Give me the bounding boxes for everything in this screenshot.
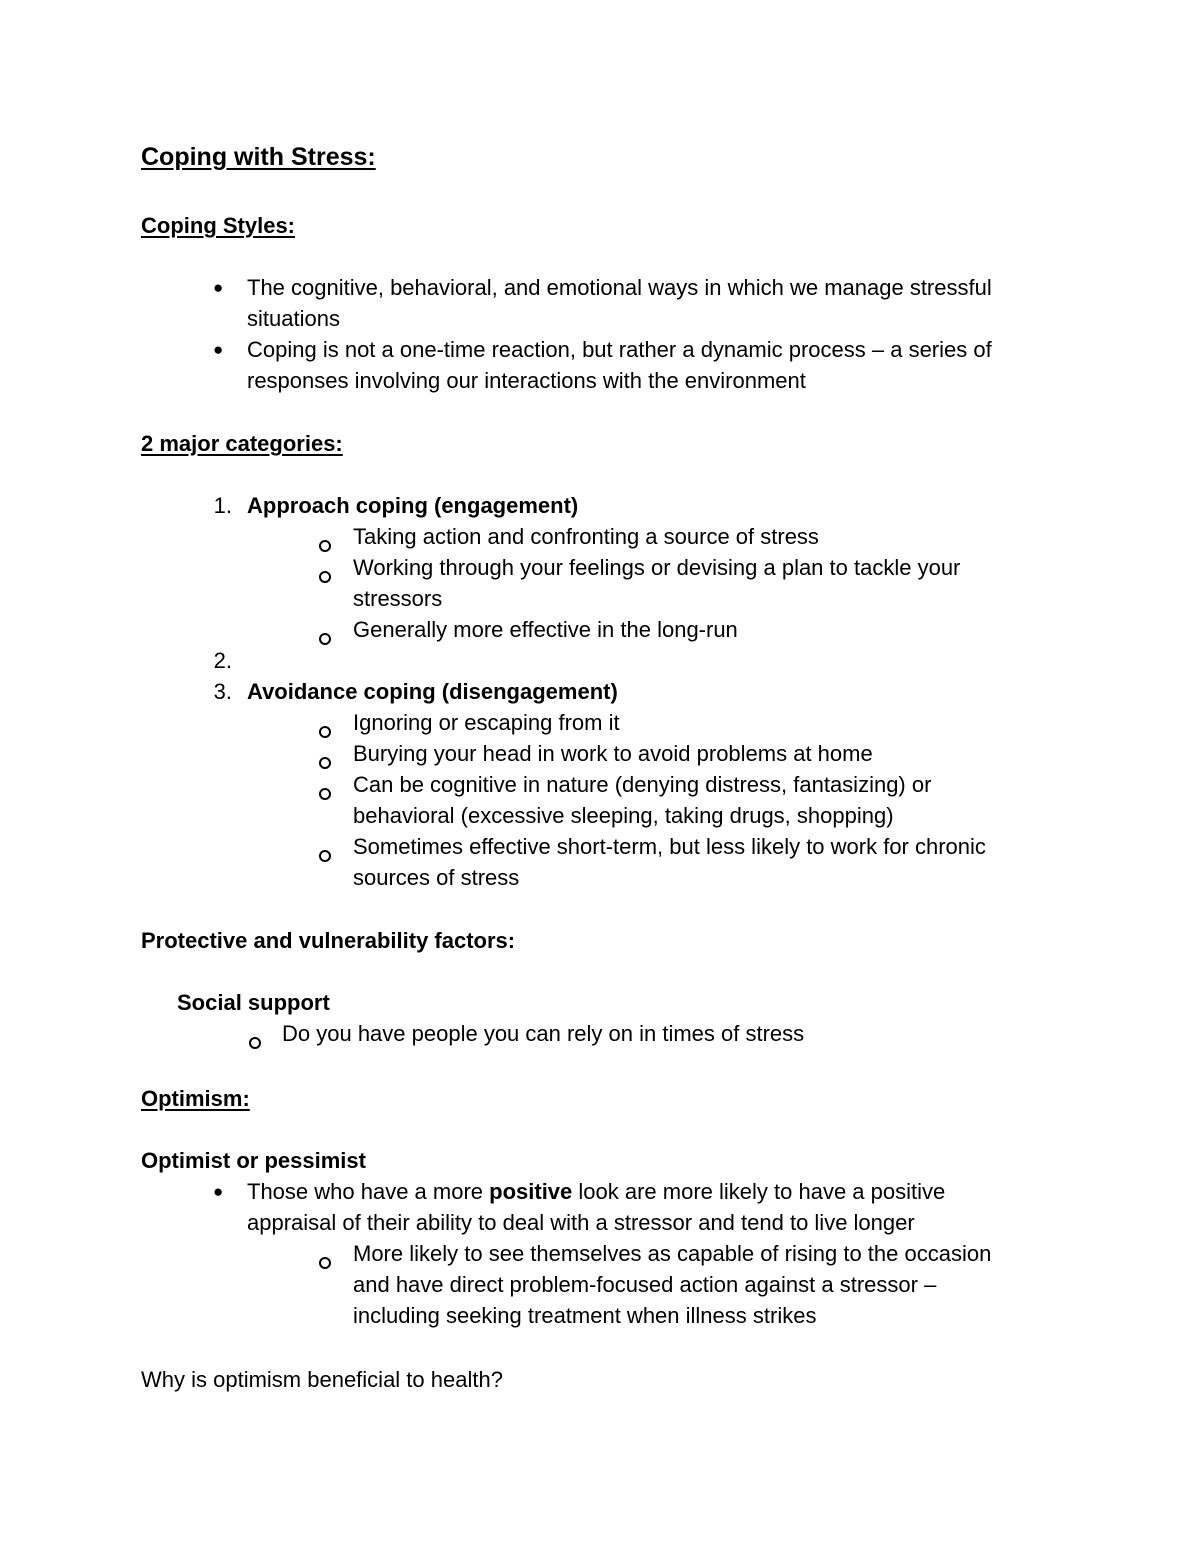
section-heading-coping-styles: Coping Styles: <box>141 213 296 238</box>
bullet-icon: ● <box>213 340 224 359</box>
circle-bullet-icon <box>319 715 331 746</box>
sub-item-line: Do you have people you can rely on in times of stress <box>282 1021 805 1046</box>
sub-item-line: behavioral (excessive sleeping, taking drugs, shopping) <box>353 803 894 828</box>
sub-item-line: Can be cognitive in nature (denying distress, fantasizing) or <box>353 772 932 797</box>
list-item-line: The cognitive, behavioral, and emotional ways in which we manage stressful <box>247 275 992 300</box>
list-item-line: situations <box>247 306 340 331</box>
circle-bullet-icon <box>319 746 331 777</box>
sub-item-line: More likely to see themselves as capable of rising to the occasion <box>353 1241 992 1266</box>
section-heading-categories: 2 major categories: <box>141 431 343 456</box>
section-heading-protective: Protective and vulnerability factors: <box>141 928 516 953</box>
sub-item-line: Taking action and confronting a source of stress <box>353 524 819 549</box>
circle-bullet-icon <box>249 1026 261 1057</box>
section-heading-optimism: Optimism: <box>141 1086 250 1111</box>
sub-item-line: Ignoring or escaping from it <box>353 710 620 735</box>
list-item-line: appraisal of their ability to deal with a stressor and tend to live longer <box>247 1210 915 1235</box>
sub-item-line: Working through your feelings or devising a plan to tackle your <box>353 555 961 580</box>
list-item-line: responses involving our interactions with the environment <box>247 368 806 393</box>
circle-bullet-icon <box>319 529 331 560</box>
question-text: Why is optimism beneficial to health? <box>141 1367 503 1392</box>
circle-bullet-icon <box>319 777 331 808</box>
subheading-social-support: Social support <box>177 990 330 1015</box>
sub-item-line: Sometimes effective short-term, but less likely to work for chronic <box>353 834 986 859</box>
subheading-optimist-pessimist: Optimist or pessimist <box>141 1148 366 1173</box>
emphasis-positive: positive <box>489 1179 573 1204</box>
sub-item-line: Generally more effective in the long-run <box>353 617 738 642</box>
circle-bullet-icon <box>319 1246 331 1277</box>
sub-item-line: sources of stress <box>353 865 520 890</box>
sub-item-line: and have direct problem-focused action against a stressor – <box>353 1272 937 1297</box>
bullet-icon: ● <box>213 1182 224 1201</box>
sub-item-line: Burying your head in work to avoid problems at home <box>353 741 873 766</box>
sub-item-line: including seeking treatment when illness strikes <box>353 1303 817 1328</box>
page-title: Coping with Stress: <box>141 143 376 171</box>
list-number: 1. <box>213 493 232 518</box>
list-number: 2. <box>213 648 232 673</box>
list-number: 3. <box>213 679 232 704</box>
circle-bullet-icon <box>319 839 331 870</box>
circle-bullet-icon <box>319 622 331 653</box>
list-item-line: Coping is not a one-time reaction, but rather a dynamic process – a series of <box>247 337 992 362</box>
category-label-avoidance: Avoidance coping (disengagement) <box>247 679 618 704</box>
bullet-icon: ● <box>213 278 224 297</box>
sub-item-line: stressors <box>353 586 443 611</box>
list-item-line: Those who have a more positive look are more likely to have a positive <box>247 1179 946 1204</box>
circle-bullet-icon <box>319 560 331 591</box>
category-label-approach: Approach coping (engagement) <box>247 493 579 518</box>
